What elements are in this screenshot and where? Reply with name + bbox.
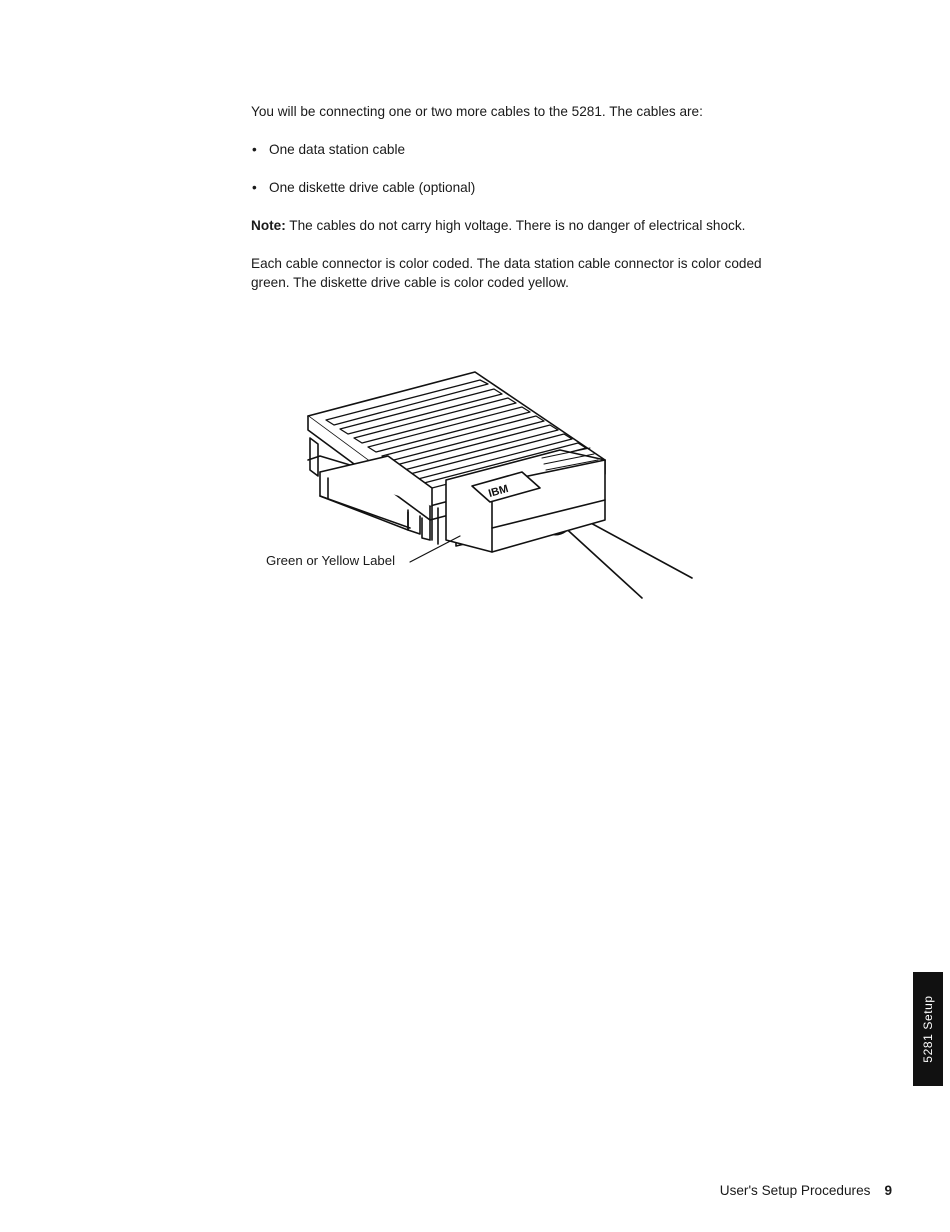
cable-body [560,523,642,598]
logo-text: IBM [487,482,510,501]
section-tab-label: 5281 Setup [921,995,935,1063]
bullet-marker: • [252,180,257,195]
section-tab [913,972,943,1086]
page-footer [720,1181,892,1201]
plug-slot [422,518,430,540]
plug-slot [408,510,420,534]
page-number: 9 [884,1183,892,1198]
note-paragraph [251,216,791,235]
list-item [251,178,791,197]
bullet-marker: • [252,142,257,157]
plug-shell [320,496,410,528]
list-item [251,140,791,159]
callout-leader [410,536,460,562]
page-body [251,102,791,292]
list-item-text: One data station cable [269,142,406,157]
intro-paragraph: You will be connecting one or two more cables to the 5281. The cables are: [251,104,703,119]
cable-list [251,140,791,197]
note-text: The cables do not carry high voltage. There is no danger of electrical shock. [285,218,746,233]
list-item-text: One diskette drive cable (optional) [269,180,476,195]
callout-label: Green or Yellow Label [266,553,396,568]
cable-connector-illustration [260,360,710,610]
connector-drawing [260,360,710,610]
color-coding-paragraph: Each cable connector is color coded. The data station cable connector is color coded green. The diskette drive cable is color coded yellow. [251,256,762,290]
note-label: Note: [251,218,286,233]
footer-title: User's Setup Procedures [719,1183,871,1198]
